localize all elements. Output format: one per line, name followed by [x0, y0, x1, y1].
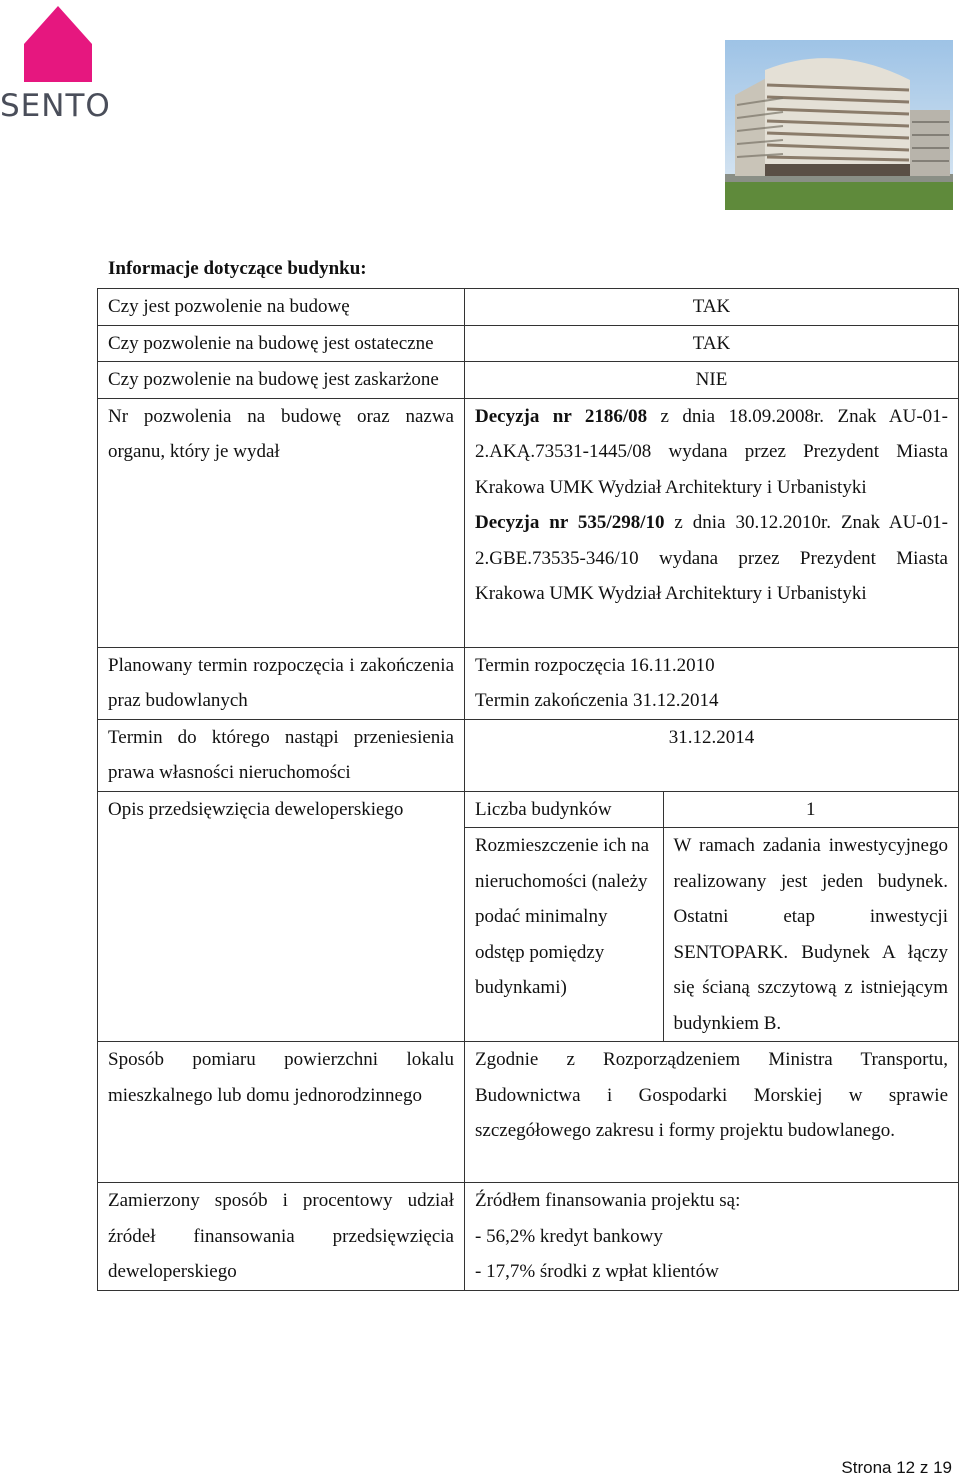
permit-answer: TAK [465, 289, 959, 326]
financing-source-1: - 56,2% kredyt bankowy [475, 1225, 663, 1247]
start-date: Termin rozpoczęcia 16.11.2010 [475, 654, 715, 676]
appealed-answer: NIE [465, 362, 959, 399]
financing-question: Zamierzony sposób i procentowy udział źródeł finansowania przedsięwzięcia deweloperskiego [98, 1183, 465, 1291]
permit-number-question: Nr pozwolenia na budowę oraz nazwa organu, który je wydał [98, 398, 465, 647]
financing-intro: Źródłem finansowania projektu są: [475, 1190, 741, 1211]
transfer-question: Termin do którego nastąpi przeniesienia prawa własności nieruchomości [98, 719, 465, 791]
table-row [98, 325, 959, 362]
buildings-count-value: 1 [663, 792, 958, 828]
measurement-question: Sposób pomiaru powierzchni lokalu mieszkalnego lub domu jednorodzinnego [98, 1042, 465, 1183]
permit-question: Czy jest pozwolenie na budowę [98, 289, 465, 326]
building-info-table [97, 288, 959, 1291]
financing-answer [465, 1183, 959, 1291]
logo-wordmark: SENTO [0, 88, 111, 124]
dates-question: Planowany termin rozpoczęcia i zakończenia praz budowlanych [98, 647, 465, 719]
decision-2-details: z dnia 30.12.2010r. Znak AU-01-2.GBE.73535-346/10 wydana przez Prezydent Miasta Krakowa UMK Wydział Architektury i Urbanistyki [475, 512, 948, 604]
table-row [465, 792, 958, 828]
decision-1-details: z dnia 18.09.2008r. Znak AU-01-2.AKĄ.73531-1445/08 wydana przez Prezydent Miasta Krakowa UMK Wydział Architektury i Urbanistyki [475, 405, 948, 498]
measurement-answer: Zgodnie z Rozporządzeniem Ministra Transportu, Budownictwa i Gospodarki Morskiej w sprawie szczegółowego zakresu i formy projektu budowlanego. [465, 1042, 959, 1183]
placement-label: Rozmieszczenie ich na nieruchomości (należy podać minimalny odstęp pomiędzy budynkami) [465, 828, 663, 1042]
table-row [98, 791, 959, 1042]
table-row [98, 362, 959, 399]
table-row [98, 398, 959, 647]
transfer-answer: 31.12.2014 [465, 719, 959, 791]
table-row [98, 647, 959, 719]
appealed-question: Czy pozwolenie na budowę jest zaskarżone [98, 362, 465, 399]
building-photo [725, 40, 953, 210]
description-question: Opis przedsięwzięcia deweloperskiego [98, 791, 465, 1042]
description-inner-table [465, 792, 958, 1042]
final-answer: TAK [465, 325, 959, 362]
description-details [465, 791, 959, 1042]
table-row [98, 1183, 959, 1291]
placement-value: W ramach zadania inwestycyjnego realizowany jest jeden budynek. Ostatni etap inwestycji SENTOPARK. Budynek A łączy się ścianą szczytową z istniejącym budynkiem B. [673, 835, 948, 1034]
table-row [98, 1042, 959, 1183]
decision-1-number: Decyzja nr 2186/08 [475, 405, 648, 427]
end-date: Termin zakończenia 31.12.2014 [475, 690, 719, 711]
house-logo-icon [20, 0, 120, 90]
table-row [98, 719, 959, 791]
permit-decisions [465, 398, 959, 647]
buildings-count-label: Liczba budynków [465, 792, 663, 828]
final-question: Czy pozwolenie na budowę jest ostateczne [98, 325, 465, 362]
financing-source-2: - 17,7% środki z wpłat klientów [475, 1261, 719, 1282]
table-row [465, 828, 958, 1042]
dates-answer [465, 647, 959, 719]
table-row [98, 289, 959, 326]
sento-logo [0, 0, 130, 130]
decision-2-number: Decyzja nr 535/298/10 [475, 512, 665, 533]
page-number: Strona 12 z 19 [841, 1458, 952, 1477]
section-heading: Informacje dotyczące budynku: [108, 258, 367, 279]
